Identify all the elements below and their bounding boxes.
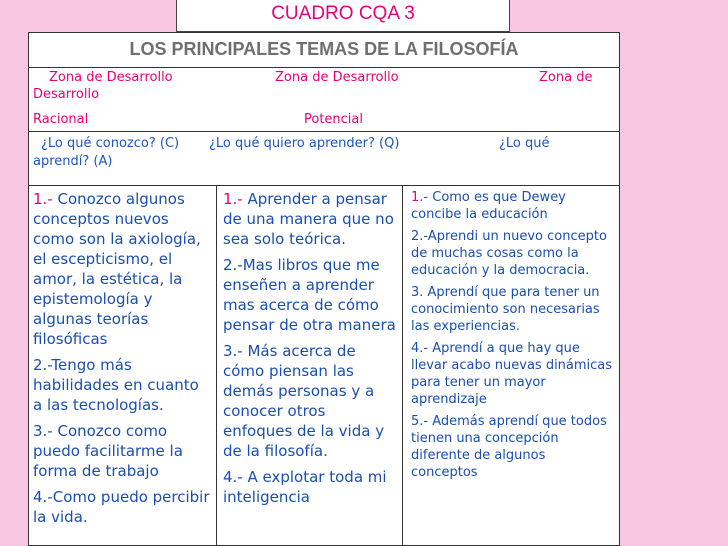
item-number: 1.- [223,190,243,208]
zona-label-3-cont: Desarrollo [33,87,100,102]
column-quiero-aprender [217,185,403,545]
table-header: LOS PRINCIPALES TEMAS DE LA FILOSOFÍA [129,39,519,59]
col3-item-3 [411,284,615,335]
table-header-row [29,33,619,68]
col2-item-3 [223,341,398,461]
item-number: 1.- [33,190,53,208]
slide-title: CUADRO CQA 3 [271,3,415,24]
item-text: 4.- A explotar toda mi inteligencia [223,468,387,506]
question-a: ¿Lo qué [499,136,550,151]
col3-item-1 [411,189,615,223]
col1-item-1 [33,189,212,349]
item-text: Conozco algunos conceptos nuevos como son la axiología, el escepticismo, el amor, la estética, la epistemología y algunas teorías filosóficas [33,190,201,348]
column-conozco [29,185,217,545]
zona-racional: Racional [33,112,89,127]
col1-item-3 [33,421,212,481]
item-text: 4.-Como puedo percibir la vida. [33,488,210,526]
col2-item-2 [223,255,398,335]
col3-item-2 [411,228,615,279]
zona-label-1: Zona de Desarrollo [49,70,173,85]
zona-potencial: Potencial [304,112,364,127]
col1-item-4 [33,487,212,527]
item-text: 3.- Más acerca de cómo piensan las demás personas y a conocer otros enfoques de la vida y de la filosofía. [223,342,385,460]
item-number: 1.- [411,190,429,205]
item-text: 3.- Conozco como puedo facilitarme la forma de trabajo [33,422,183,480]
question-a-cont: aprendí? (A) [33,154,113,169]
item-text: 3. Aprendí que para tener un conocimiento son necesarias las experiencias. [411,285,600,334]
zona-label-3: Zona de [539,70,593,85]
question-q: ¿Lo qué quiero aprender? (Q) [209,136,400,151]
col2-item-1 [223,189,398,249]
item-text: 2.-Aprendi un nuevo concepto de muchas cosas como la educación y la democracia. [411,229,607,278]
cqa-table [28,32,620,546]
questions-row [29,131,619,186]
item-text: Como es que Dewey concibe la educación [411,190,566,222]
col3-item-5 [411,413,615,481]
item-text: 2.-Mas libros que me enseñen a aprender mas acerca de cómo pensar de otra manera [223,256,396,334]
zona-label-2: Zona de Desarrollo [275,70,399,85]
item-text: Aprender a pensar de una manera que no sea solo teórica. [223,190,394,248]
item-text: 2.-Tengo más habilidades en cuanto a las tecnologías. [33,356,199,414]
item-text: 5.- Además aprendí que todos tienen una concepción diferente de algunos conceptos [411,414,607,480]
col3-item-4 [411,340,615,408]
question-c: ¿Lo qué conozco? (C) [41,136,180,151]
col2-item-4 [223,467,398,507]
item-text: 4.- Aprendí a que hay que llevar acabo nuevas dinámicas para tener un mayor aprendizaje [411,341,613,407]
title-box [176,0,510,32]
col1-item-2 [33,355,212,415]
zona-row [29,67,619,132]
column-aprendi [403,185,620,545]
